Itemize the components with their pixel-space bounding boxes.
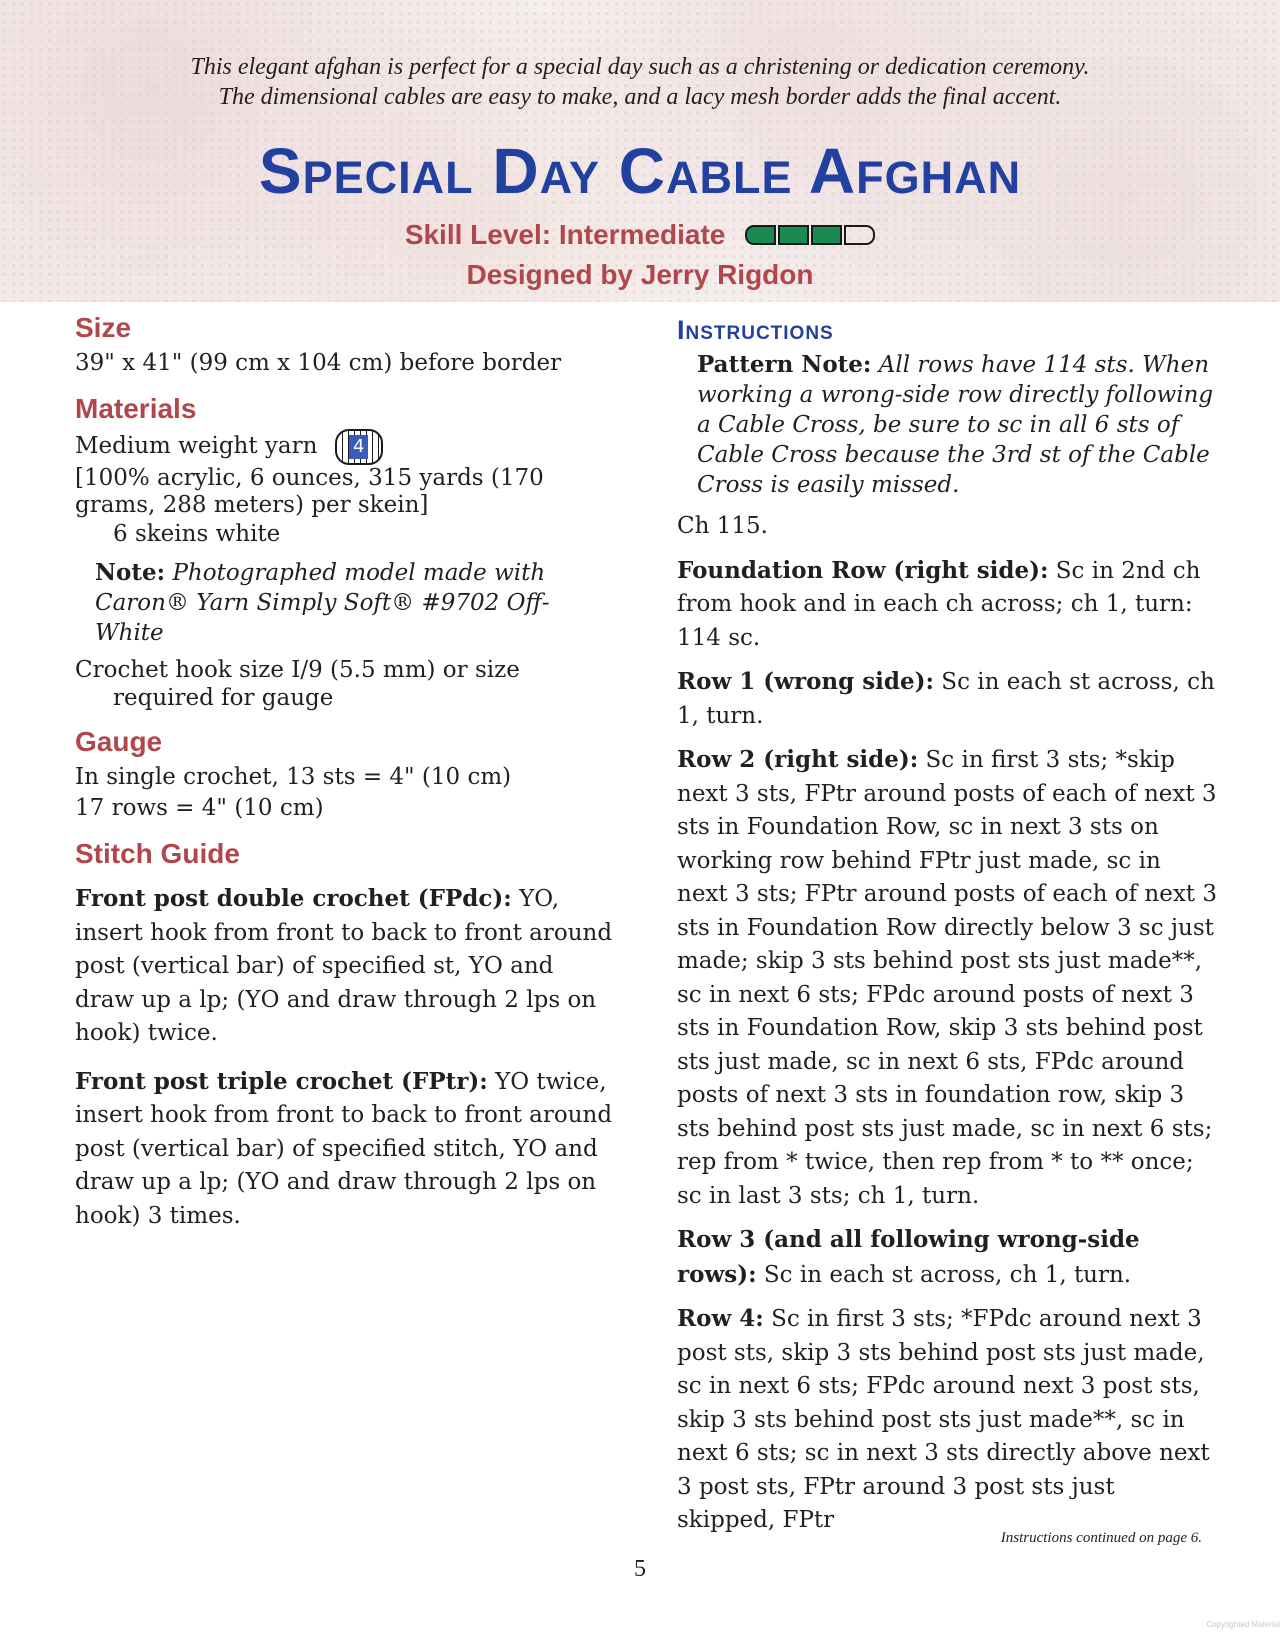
yarn-quantity: 6 skeins white <box>113 521 281 547</box>
gauge-line-2: 17 rows = 4" (10 cm) <box>75 795 324 821</box>
pattern-note-label: Pattern Note: <box>697 351 872 378</box>
skill-level <box>0 215 1280 255</box>
copyright-watermark: Copyrighted Material <box>1206 1620 1280 1629</box>
fpdc-term: Front post double crochet (FPdc): <box>75 885 512 912</box>
row-4-text: Sc in first 3 sts; *FPdc around next 3 post sts, skip 3 sts behind post sts just made, sc in next 6 sts; FPdc around next 3 post sts, skip 3 sts behind post sts just made**, sc in next 6 sts; sc in next 3 sts directly above next 3 post sts, FPtr around 3 post sts just skipped, FPtr <box>677 1306 1210 1533</box>
fptr-text: YO twice, insert hook from front to back to front around post (vertical bar) of specified stitch, YO and draw up a lp; (YO and draw through 2 lps on hook) 3 times. <box>75 1068 613 1229</box>
skill-level-label: Skill Level: Intermediate <box>404 219 726 250</box>
yarn-text: Medium weight yarn <box>75 433 318 459</box>
pattern-note <box>677 350 1217 500</box>
fptr-term: Front post triple crochet (FPtr): <box>75 1067 488 1095</box>
skill-segment-filled <box>745 225 776 245</box>
row-3-label: Row 3 (and all following wrong-side rows): <box>677 1226 1140 1288</box>
size-heading: Size <box>75 312 132 343</box>
chain-instruction: Ch 115. <box>677 513 768 539</box>
row-2-text: Sc in first 3 sts; *skip next 3 sts, FPtr around posts of each of next 3 sts in Foundation Row, sc in next 3 sts on working row behind FPtr just made, sc in next 3 sts; FPtr around posts of each of next 3 sts in Foundation Row directly below 3 sc just made; skip 3 sts behind post sts just made**, sc in next 6 sts; FPdc around posts of next 3 sts in Foundation Row, skip 3 sts behind post sts just made, sc in next 6 sts, FPdc around posts of next 3 sts in foundation row, skip 3 sts behind post sts just made, sc in next 6 sts; rep from * twice, then rep from * to ** once; sc in last 3 sts; ch 1, turn. <box>677 747 1217 1209</box>
row-1-text: Sc in each st across, ch 1, turn. <box>677 669 1215 729</box>
page-number: 5 <box>634 1556 646 1582</box>
gauge-heading: Gauge <box>75 726 163 757</box>
row-4 <box>677 1302 1217 1538</box>
fptr-definition <box>75 1065 615 1234</box>
header-banner <box>0 0 1280 302</box>
gauge-line-1: In single crochet, 13 sts = 4" (10 cm) <box>75 764 512 790</box>
size-text: 39" x 41" (99 cm x 104 cm) before border <box>75 350 562 376</box>
row-4-label: Row 4: <box>677 1305 764 1332</box>
yarn-line <box>75 429 615 465</box>
yarn-details: [100% acrylic, 6 ounces, 315 yards (170 grams, 288 meters) per skein] <box>75 465 544 518</box>
materials-heading: Materials <box>75 393 197 424</box>
intro-line-1: This elegant afghan is perfect for a special day such as a christening or dedication ceremony. <box>190 54 1090 80</box>
yarn-weight-icon <box>335 429 383 465</box>
foundation-label: Foundation Row (right side): <box>677 556 1049 584</box>
skill-segment-filled <box>778 225 809 245</box>
row-2 <box>677 743 1217 1213</box>
designer-credit: Designed by Jerry Rigdon <box>466 259 814 290</box>
instructions-heading: Instructions <box>677 315 834 345</box>
note-text: Photographed model made with Caron® Yarn Simply Soft® #9702 Off-White <box>95 560 550 646</box>
materials-note <box>75 558 615 648</box>
pattern-note-text: All rows have 114 sts. When working a wrong-side row directly following a Cable Cross, be sure to sc in all 6 sts of Cable Cross because the 3rd st of the Cable Cross is easily missed. <box>697 352 1214 498</box>
fpdc-text: YO, insert hook from front to back to front around post (vertical bar) of specified st, YO and draw up a lp; (YO and draw through 2 lps on hook) twice. <box>75 886 613 1046</box>
left-column <box>75 308 615 1233</box>
page-title: Special Day Cable Afghan <box>258 135 1022 207</box>
foundation-text: Sc in 2nd ch from hook and in each ch across; ch 1, turn: 114 sc. <box>677 557 1201 651</box>
note-label: Note: <box>95 559 166 586</box>
row-1 <box>677 665 1217 733</box>
row-2-label: Row 2 (right side): <box>677 746 919 773</box>
row-3 <box>677 1223 1217 1292</box>
yarn-weight-number: 4 <box>349 435 368 459</box>
fpdc-definition <box>75 882 615 1051</box>
foundation-row <box>677 554 1217 656</box>
right-column <box>677 308 1217 1538</box>
intro-text <box>0 52 1280 112</box>
row-1-label: Row 1 (wrong side): <box>677 668 934 695</box>
skill-segment-filled <box>811 225 842 245</box>
stitch-guide-heading: Stitch Guide <box>75 838 240 869</box>
continued-note: Instructions continued on page 6. <box>1000 1530 1202 1546</box>
skill-segment-empty <box>844 225 875 245</box>
hook-text: Crochet hook size I/9 (5.5 mm) or size required for gauge <box>75 657 520 711</box>
skill-rating-meter <box>745 225 875 245</box>
row-3-text: Sc in each st across, ch 1, turn. <box>756 1261 1132 1288</box>
intro-line-2: The dimensional cables are easy to make, and a lacy mesh border adds the final accent. <box>218 84 1062 110</box>
